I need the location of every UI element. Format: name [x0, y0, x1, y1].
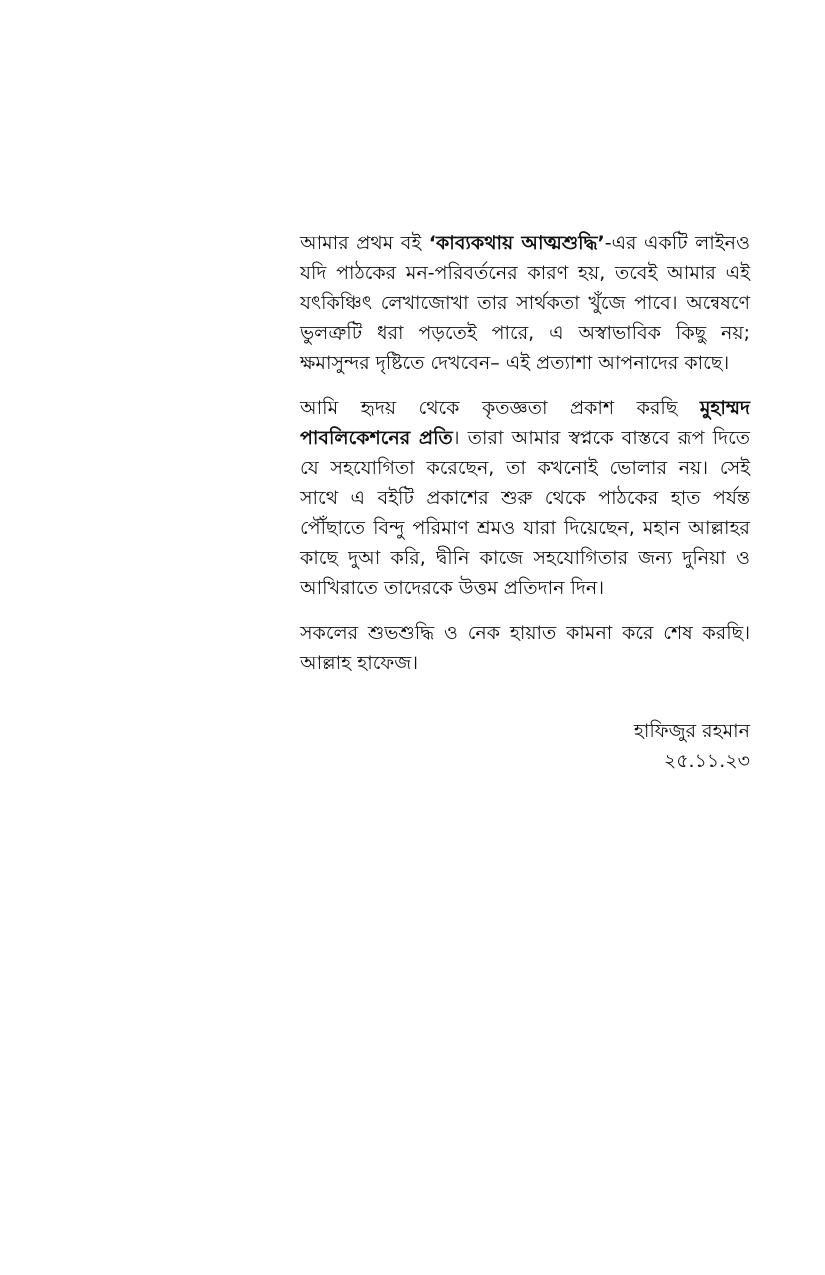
preface-text-block: [300, 228, 750, 776]
signature-date: ২৫.১১.২৩: [663, 750, 750, 772]
paragraph3-text: সকলের শুভশুদ্ধি ও নেক হায়াত কামনা করে শেষ করছি। আল্লাহ হাফেজ।: [300, 622, 750, 674]
paragraph2-pre: আমি হৃদয় থেকে কৃতজ্ঞতা প্রকাশ করছি: [300, 397, 700, 419]
author-name: হাফিজুর রহমান: [633, 720, 750, 742]
paragraph1-post: -এর একটি লাইনও যদি পাঠকের মন-পরিবর্তনের কারণ হয়, তবেই আমার এই যৎকিঞ্চিৎ লেখাজোখা তার সার্থকতা খুঁজে পাবে। অন্বেষণে ভুলত্রুটি ধরা পড়তেই পারে, এ অস্বাভাবিক কিছু নয়; ক্ষমাসুন্দর দৃষ্টিতে দেখবেন– এই প্রত্যাশা আপনাদের কাছে।: [300, 232, 750, 374]
paragraph2-post: । তারা আমার স্বপ্নকে বাস্তবে রূপ দিতে যে সহযোগিতা করেছেন, তা কখনোই ভোলার নয়। সেই সাথে এ বইটি প্রকাশের শুরু থেকে পাঠকের হাত পর্যন্ত পৌঁছাতে বিন্দু পরিমাণ শ্রমও যারা দিয়েছেন, মহান আল্লাহর কাছে দুআ করি, দ্বীনি কাজে সহযোগিতার জন্য দুনিয়া ও আখিরাতে তাদেরকে উত্তম প্রতিদান দিন।: [300, 427, 750, 599]
paragraph-acknowledgement: [300, 393, 750, 603]
signature-block: [300, 716, 750, 776]
paragraph1-pre: আমার প্রথম বই: [300, 232, 429, 254]
paragraph-gratitude-intro: [300, 228, 750, 378]
paragraph-closing: [300, 618, 750, 678]
publisher-name: মুহাম্মদ পাবলিকেশনের প্রতি: [300, 397, 750, 449]
book-title: ‘কাব্যকথায় আত্মশুদ্ধি’: [428, 232, 605, 254]
